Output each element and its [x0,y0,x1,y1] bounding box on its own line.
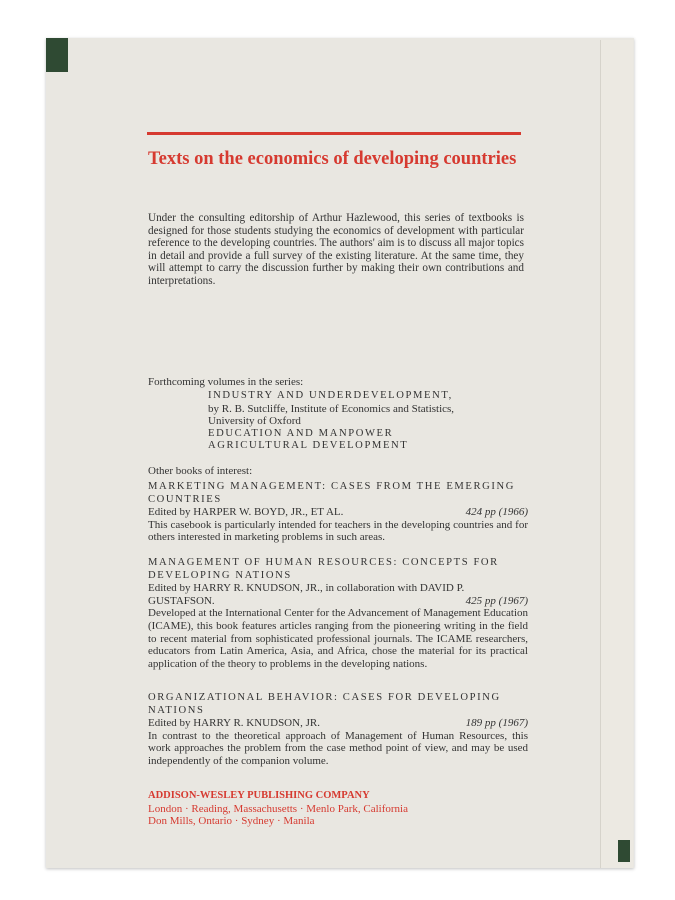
spine-corner-top [46,38,68,72]
forthcoming-item-2-title: EDUCATION AND MANPOWER [208,427,394,439]
other-books-heading: Other books of interest: [148,465,253,477]
publisher-cities-line1: London · Reading, Massachusetts · Menlo Park, California [148,802,408,815]
publisher-name: ADDISON-WESLEY PUBLISHING COMPANY [148,790,370,801]
book-pages: 424 pp (1966) [465,506,528,519]
book-editor-line [148,582,528,607]
book-entry-human-resources [148,557,528,670]
spine-edge [600,40,633,868]
book-editor-line [148,717,528,730]
forthcoming-item-3-title: AGRICULTURAL DEVELOPMENT [208,440,409,452]
forthcoming-item-1-title: INDUSTRY AND UNDERDEVELOPMENT, [208,390,453,401]
book-editor: Edited by HARRY R. KNUDSON, JR., in collaboration with DAVID P. GUSTAFSON. [148,582,465,607]
book-title: MARKETING MANAGEMENT: CASES FROM THE EMERGING COUNTRIES [148,481,516,505]
book-entry-marketing [148,481,528,544]
book-editor: Edited by HARPER W. BOYD, JR., ET AL. [148,506,344,519]
forthcoming-item-1-affiliation: University of Oxford [208,415,301,428]
series-title: Texts on the economics of developing countries [148,149,517,169]
book-entry-organizational-behavior [148,692,528,768]
series-intro: Under the consulting editorship of Arthur Hazlewood, this series of textbooks is designed for those students studying the economics of development with particular reference to the developing countries. The authors' aim is to discuss all major topics in detail and provide a full survey of the existing literature. At the same time, they will attempt to carry the discussion further by making their own contributions and interpretations. [148,212,524,287]
book-pages: 189 pp (1967) [465,717,528,730]
book-editor-line [148,506,528,519]
book-description: In contrast to the theoretical approach of Management of Human Resources, this work approaches the problem from the case method point of view, and may be used independently of the companion volume. [148,729,528,767]
publisher-cities-line2: Don Mills, Ontario · Sydney · Manila [148,815,315,828]
spine-corner-bottom [618,840,630,862]
book-pages: 425 pp (1967) [465,595,528,608]
publisher-block [148,790,448,828]
book-title: MANAGEMENT OF HUMAN RESOURCES: CONCEPTS FOR DEVELOPING NATIONS [148,557,499,581]
forthcoming-list [208,390,528,453]
book-description: Developed at the International Center for the Advancement of Management Education (ICAME), this book features articles ranging from the pioneering writing in the field to recent material from sophisticated professional journals. The ICAME researchers, educators from Latin America, Asia, and Africa, chose the material for its practical application of the theory to problems in the developing nations. [148,607,528,670]
book-description: This casebook is particularly intended for teachers in the developing countries and for others interested in marketing problems in such areas. [148,518,528,544]
book-title: ORGANIZATIONAL BEHAVIOR: CASES FOR DEVELOPING NATIONS [148,692,501,716]
forthcoming-item-1-author: by R. B. Sutcliffe, Institute of Economics and Statistics, [208,402,455,415]
title-rule [147,132,521,135]
book-editor: Edited by HARRY R. KNUDSON, JR. [148,717,320,730]
forthcoming-heading: Forthcoming volumes in the series: [148,376,304,388]
